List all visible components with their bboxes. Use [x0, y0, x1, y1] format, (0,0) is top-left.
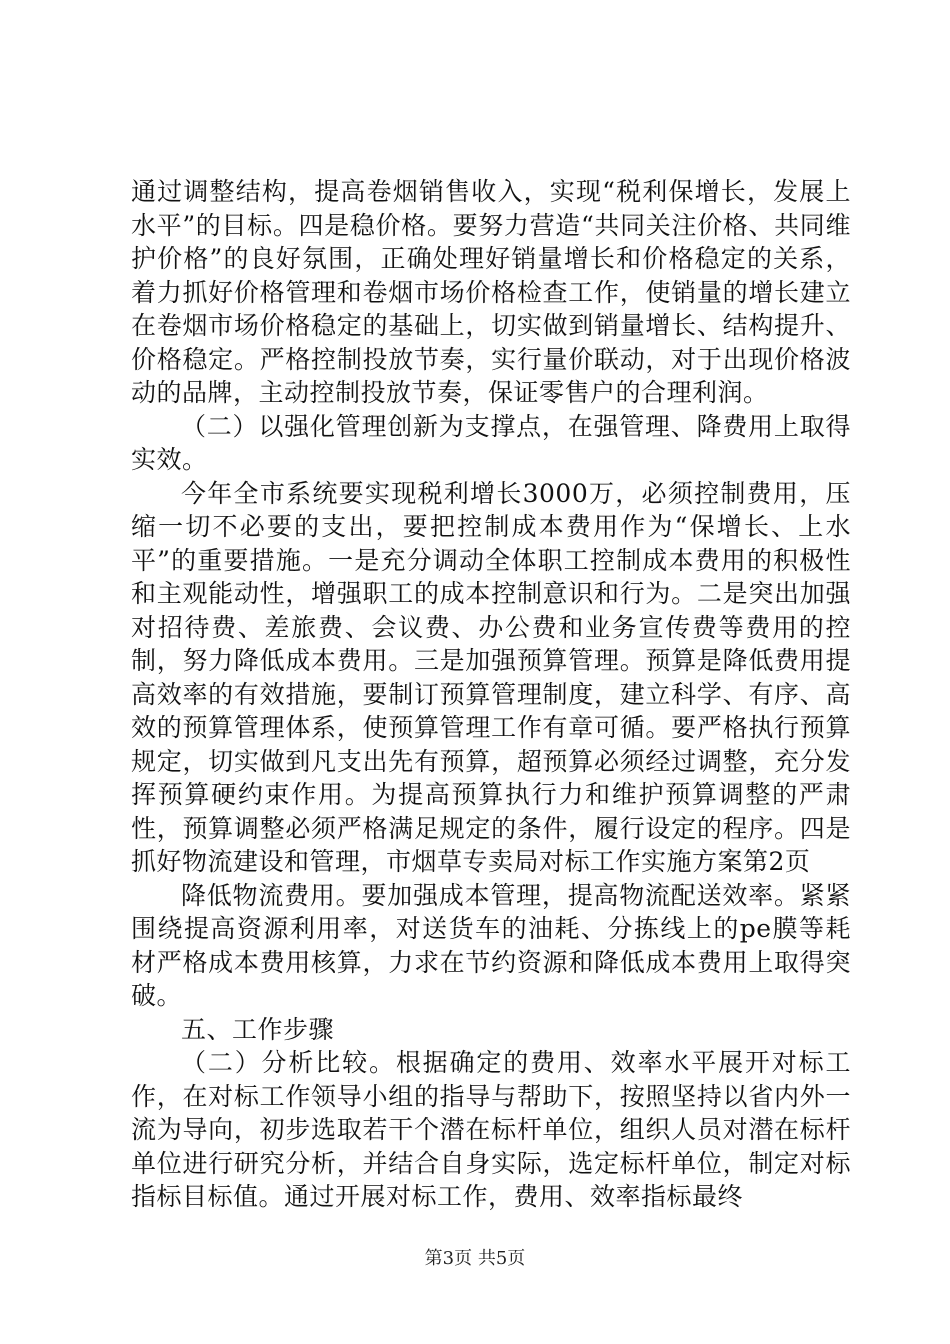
paragraph-cost-control: 今年全市系统要实现税利增长3000万，必须控制费用，压缩一切不必要的支出，要把控制成本费用作为“保增长、上水平”的重要措施。一是充分调动全体职工控制成本费用的积极性和主观能动性，增强职工的成本控制意识和行为。二是突出加强对招待费、差旅费、会议费、办公费和业务宣传费等费用的控制，努力降低成本费用。三是加强预算管理。预算是降低费用提高效率的有效措施，要制订预算管理制度，建立科学、有序、高效的预算管理体系，使预算管理工作有章可循。要严格执行预算规定，切实做到凡支出先有预算，超预算必须经过调整，充分发挥预算硬约束作用。为提高预算执行力和维护预算调整的严肃性，预算调整必须严格满足规定的条件，履行设定的程序。四是抓好物流建设和管理，市烟草专卖局对标工作实施方案第2页 — [131, 478, 851, 876]
paragraph-logistics: 降低物流费用。要加强成本管理，提高物流配送效率。紧紧围绕提高资源利用率，对送货车的油耗、分拣线上的pe膜等耗材严格成本费用核算，力求在节约资源和降低成本费用上取得突破。 — [131, 880, 851, 1010]
page-footer: 第3页 共5页 — [424, 1248, 526, 1269]
section-heading-management: （二）以强化管理创新为支撑点，在强管理、降费用上取得实效。 — [131, 411, 851, 474]
document-body — [131, 175, 851, 1214]
paragraph-analysis: （二）分析比较。根据确定的费用、效率水平展开对标工作，在对标工作领导小组的指导与帮助下，按照坚持以省内外一流为导向，初步选取若干个潜在标杆单位，组织人员对潜在标杆单位进行研究分析，并结合自身实际，选定标杆单位，制定对标指标目标值。通过开展对标工作，费用、效率指标最终 — [131, 1048, 851, 1211]
section-heading-work-steps: 五、工作步骤 — [181, 1014, 335, 1044]
paragraph-continuation: 通过调整结构，提高卷烟销售收入，实现“税利保增长，发展上水平”的目标。四是稳价格。要努力营造“共同关注价格、共同维护价格”的良好氛围，正确处理好销量增长和价格稳定的关系，着力抓好价格管理和卷烟市场价格检查工作，使销量的增长建立在卷烟市场价格稳定的基础上，切实做到销量增长、结构提升、价格稳定。严格控制投放节奏，实行量价联动，对于出现价格波动的品牌，主动控制投放节奏，保证零售户的合理利润。 — [131, 177, 851, 407]
